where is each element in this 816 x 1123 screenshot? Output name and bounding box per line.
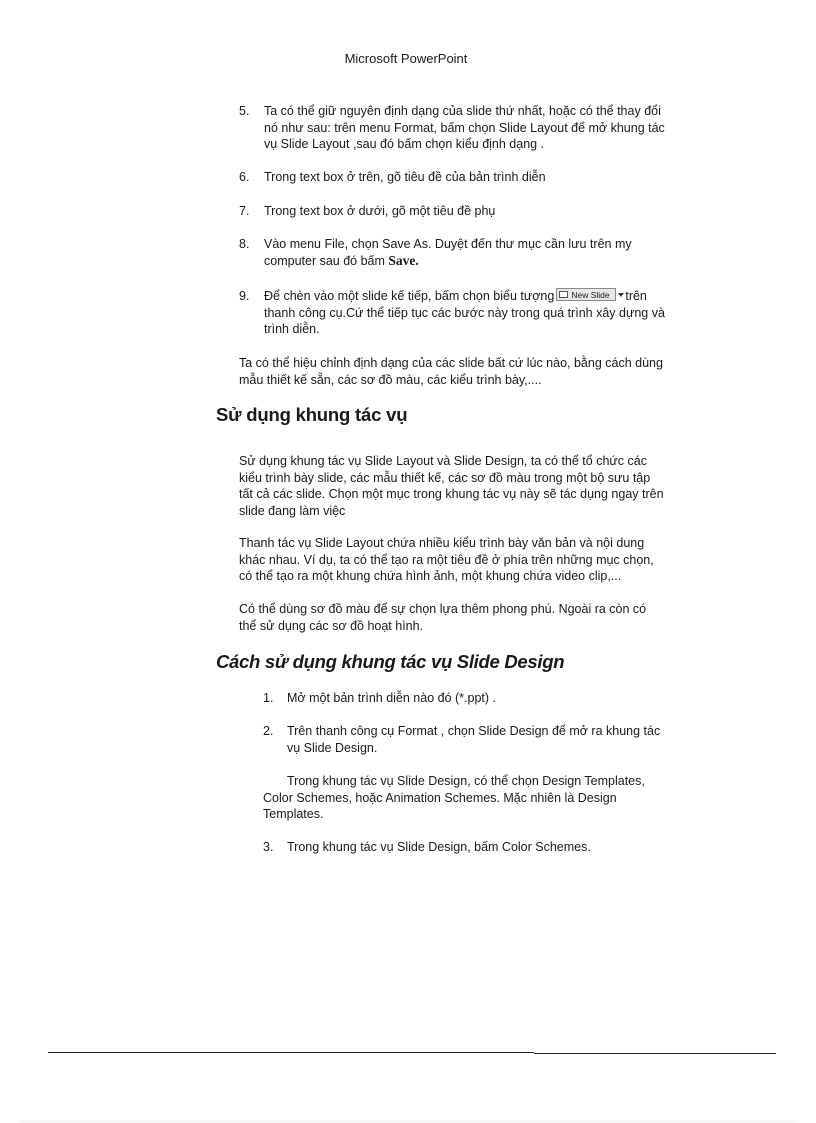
text-line: trình diễn. bbox=[264, 322, 320, 336]
text-line: thanh công cụ.Cứ thể tiếp tục các bước này trong quá trình xây dựng và bbox=[264, 305, 665, 320]
header-title: Microsoft PowerPoint bbox=[344, 51, 468, 66]
text-line: mẫu thiết kế sẵn, các sơ đồ màu, các kiểu trình bày,.... bbox=[239, 372, 542, 387]
list-text: Trong text box ở dưới, gõ một tiêu đề phụ bbox=[264, 204, 496, 218]
text-line: khác nhau. Ví dụ, ta có thể tạo ra một tiêu đề ở phía trên những mục chọn, bbox=[239, 552, 654, 567]
text-line: Templates. bbox=[263, 807, 324, 821]
list-text: Mở một bản trình diễn nào đó (*.ppt) . bbox=[287, 691, 497, 705]
text-run: trên bbox=[625, 289, 647, 303]
list-number: 3. bbox=[263, 840, 274, 854]
note-paragraph bbox=[263, 773, 645, 823]
text-line: kiểu trình bày slide, các mẫu thiết kế, các sơ đồ màu trong một bộ sưu tập bbox=[239, 470, 651, 485]
list-number: 5. bbox=[239, 104, 250, 118]
paragraph bbox=[239, 355, 663, 388]
footer-divider bbox=[48, 1052, 534, 1053]
text-line: thể sử dụng các sơ đồ hoạt hình. bbox=[239, 618, 424, 633]
list-text bbox=[264, 236, 632, 269]
text-run: Để chèn vào một slide kế tiếp, bấm chọn biểu tượng bbox=[264, 289, 555, 303]
text-run: computer sau đó bấm bbox=[264, 253, 389, 268]
text-line: có thể tạo ra một khung chứa hình ảnh, một khung chứa video clip,... bbox=[239, 569, 622, 583]
text-line: Thanh tác vụ Slide Layout chứa nhiều kiểu trình bày văn bản và nội dung bbox=[239, 536, 645, 550]
text-line: Color Schemes, hoặc Animation Schemes. Mặc nhiên là Design bbox=[263, 790, 617, 805]
text-line bbox=[264, 253, 632, 270]
list-text bbox=[287, 723, 660, 756]
text-line: slide đang làm việc bbox=[239, 503, 346, 518]
save-bold-text: Save. bbox=[388, 252, 419, 268]
text-line: Trong khung tác vụ Slide Design, có thể chọn Design Templates, bbox=[287, 774, 645, 788]
text-line bbox=[264, 288, 665, 305]
list-number: 1. bbox=[263, 691, 274, 705]
page-header bbox=[0, 51, 816, 68]
text-line: nó như sau: trên menu Format, bấm chọn Slide Layout để mở khung tác bbox=[264, 120, 665, 135]
text-line: tất cả các slide. Chọn một mục trong khung tác vụ này sẽ tác dụng ngay trên bbox=[239, 487, 664, 501]
list-text: Trong text box ở trên, gõ tiêu đề của bản trình diễn bbox=[264, 170, 546, 184]
list-text bbox=[264, 103, 665, 153]
list-number: 6. bbox=[239, 170, 250, 184]
footer-divider bbox=[534, 1053, 776, 1054]
list-number: 8. bbox=[239, 237, 250, 251]
dropdown-arrow-icon[interactable] bbox=[618, 293, 624, 297]
paragraph bbox=[239, 601, 646, 634]
text-line: Sử dụng khung tác vụ Slide Layout và Slide Design, ta có thể tổ chức các bbox=[239, 454, 647, 468]
text-line: Ta có thể hiệu chỉnh định dạng của các slide bất cứ lúc nào, bằng cách dùng bbox=[239, 356, 663, 370]
text-line: vụ Slide Design. bbox=[287, 740, 378, 755]
list-text: Trong khung tác vụ Slide Design, bấm Color Schemes. bbox=[287, 840, 591, 854]
new-slide-button[interactable] bbox=[556, 288, 616, 301]
list-number: 9. bbox=[239, 289, 250, 303]
text-line: Vào menu File, chọn Save As. Duyệt đến thư mục cần lưu trên my bbox=[264, 237, 632, 251]
text-line: Trên thanh công cụ Format , chọn Slide Design để mở ra khung tác bbox=[287, 724, 661, 738]
paragraph bbox=[239, 535, 654, 585]
list-text bbox=[264, 288, 665, 338]
list-number: 7. bbox=[239, 204, 250, 218]
new-slide-icon bbox=[559, 291, 568, 298]
text-line: Có thể dùng sơ đồ màu để sự chọn lựa thêm phong phú. Ngoài ra còn có bbox=[239, 602, 647, 616]
section-heading: Cách sử dụng khung tác vụ Slide Design bbox=[216, 651, 565, 672]
text-line: Ta có thể giữ nguyên định dạng của slide thứ nhất, hoặc có thể thay đổi bbox=[264, 104, 661, 118]
text-line: vụ Slide Layout ,sau đó bấm chọn kiểu định dạng . bbox=[264, 137, 545, 151]
section-heading: Sử dụng khung tác vụ bbox=[216, 404, 408, 425]
paragraph bbox=[239, 453, 664, 519]
new-slide-label: New Slide bbox=[571, 290, 610, 300]
list-number: 2. bbox=[263, 724, 274, 738]
